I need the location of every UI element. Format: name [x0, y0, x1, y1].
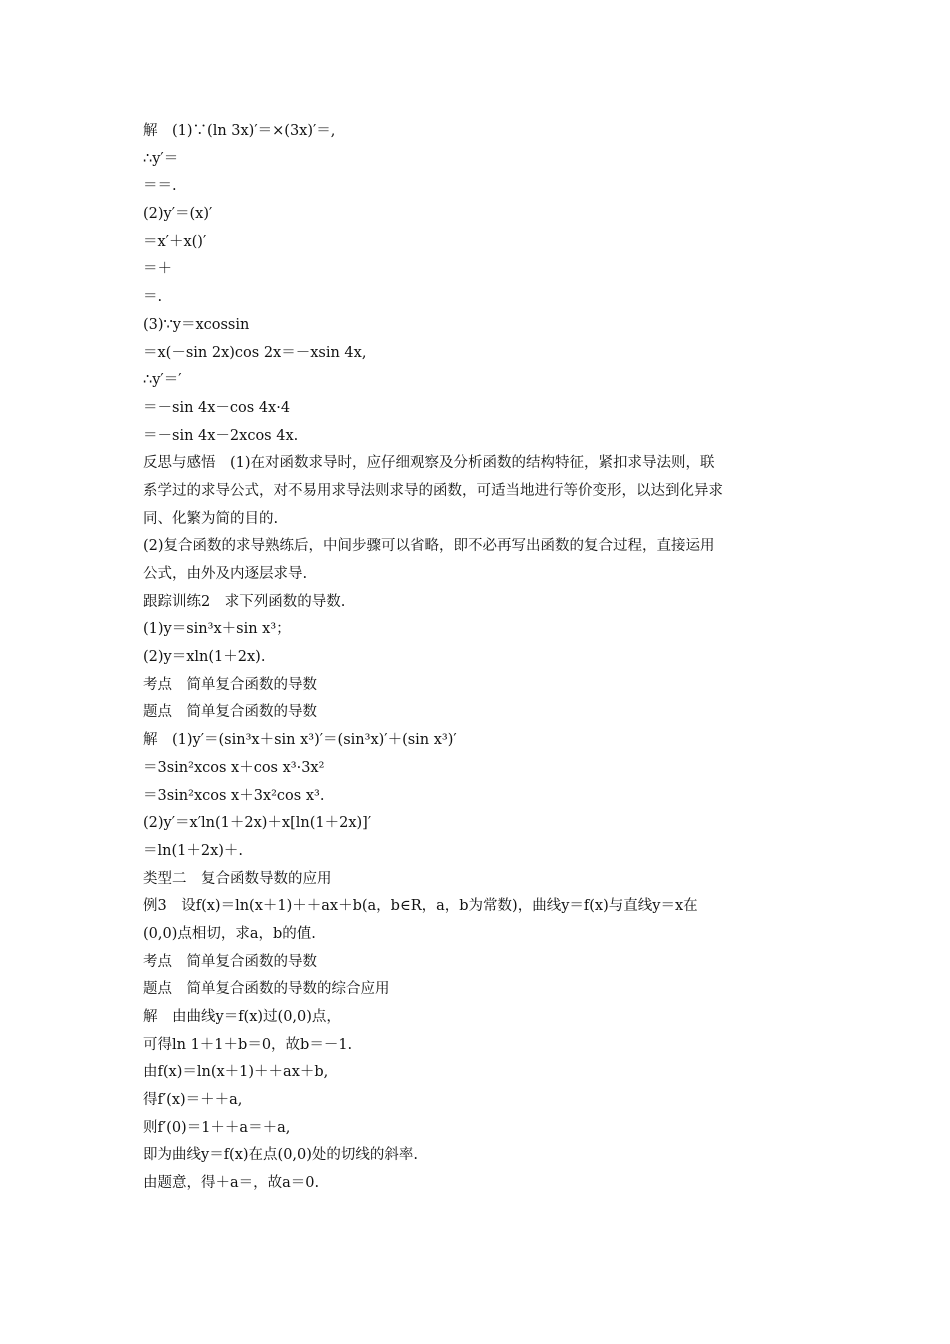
text-line: (3)∵y＝xcossin — [143, 316, 250, 333]
text-line: ＝＝. — [143, 178, 177, 195]
text-line: 得f′(x)＝＋＋a, — [143, 1092, 243, 1109]
text-line: ＝3sin²xcos x＋cos x³·3x² — [143, 759, 325, 776]
topic-label: 考点 简单复合函数的导数 — [143, 953, 317, 970]
exercise-heading: 跟踪训练2 求下列函数的导数. — [143, 593, 346, 610]
text-line: 即为曲线y＝f(x)在点(0,0)处的切线的斜率. — [143, 1147, 419, 1164]
example-problem: (0,0)点相切，求a，b的值. — [143, 925, 316, 942]
section-heading: 类型二 复合函数导数的应用 — [143, 870, 332, 887]
text-line: (2)y＝xln(1＋2x). — [143, 649, 266, 666]
text-line: 解 (1)∵(ln 3x)′＝×(3x)′＝, — [143, 123, 336, 139]
reflection-paragraph: 反思与感悟 (1)在对函数求导时，应仔细观察及分析函数的结构特征，紧扣求导法则，联 — [143, 455, 715, 472]
text-line: (1)y＝sin³x＋sin x³； — [143, 621, 291, 638]
reflection-paragraph: 同、化繁为简的目的. — [143, 510, 279, 527]
text-line: ＝＋ — [143, 261, 172, 278]
text-line: 由题意，得＋a＝，故a＝0. — [143, 1175, 320, 1192]
text-line: (2)y′＝(x)′ — [143, 206, 213, 223]
topic-label: 题点 简单复合函数的导数 — [143, 704, 317, 721]
text-line: 解 (1)y′＝(sin³x＋sin x³)′＝(sin³x)′＋(sin x³)′ — [143, 732, 457, 749]
text-line: ＝x(－sin 2x)cos 2x＝－xsin 4x, — [143, 344, 367, 361]
text-line: ∴y′＝ — [143, 150, 179, 167]
text-line: ＝. — [143, 289, 163, 306]
text-line: (2)y′＝x′ln(1＋2x)＋x[ln(1＋2x)]′ — [143, 815, 372, 832]
text-line: 则f′(0)＝1＋＋a＝＋a, — [143, 1119, 291, 1136]
topic-label: 考点 简单复合函数的导数 — [143, 676, 317, 693]
text-line: ＝3sin²xcos x＋3x²cos x³. — [143, 787, 325, 804]
text-line: ＝－sin 4x－2xcos 4x. — [143, 427, 299, 444]
text-line: 由f(x)＝ln(x＋1)＋＋ax＋b, — [143, 1064, 329, 1081]
text-line: ＝－sin 4x－cos 4x·4 — [143, 399, 291, 416]
example-problem: 例3 设f(x)＝ln(x＋1)＋＋ax＋b(a，b∈R，a，b为常数)，曲线y＝f(x)与直线y＝x在 — [143, 898, 698, 915]
text-line: ＝ln(1＋2x)＋. — [143, 842, 244, 859]
text-line: 解 由曲线y＝f(x)过(0,0)点， — [143, 1009, 341, 1025]
topic-label: 题点 简单复合函数的导数的综合应用 — [143, 981, 390, 998]
reflection-paragraph: (2)复合函数的求导熟练后，中间步骤可以省略，即不必再写出函数的复合过程，直接运用 — [143, 538, 715, 555]
text-line: 可得ln 1＋1＋b＝0，故b＝－1. — [143, 1036, 353, 1053]
text-line: ＝x′＋x()′ — [143, 233, 207, 250]
document-body — [143, 118, 813, 1198]
text-line: ∴y′＝′ — [143, 372, 182, 389]
reflection-paragraph: 系学过的求导公式，对不易用求导法则求导的函数，可适当地进行等价变形，以达到化异求 — [143, 482, 723, 499]
reflection-paragraph: 公式，由外及内逐层求导. — [143, 566, 308, 582]
